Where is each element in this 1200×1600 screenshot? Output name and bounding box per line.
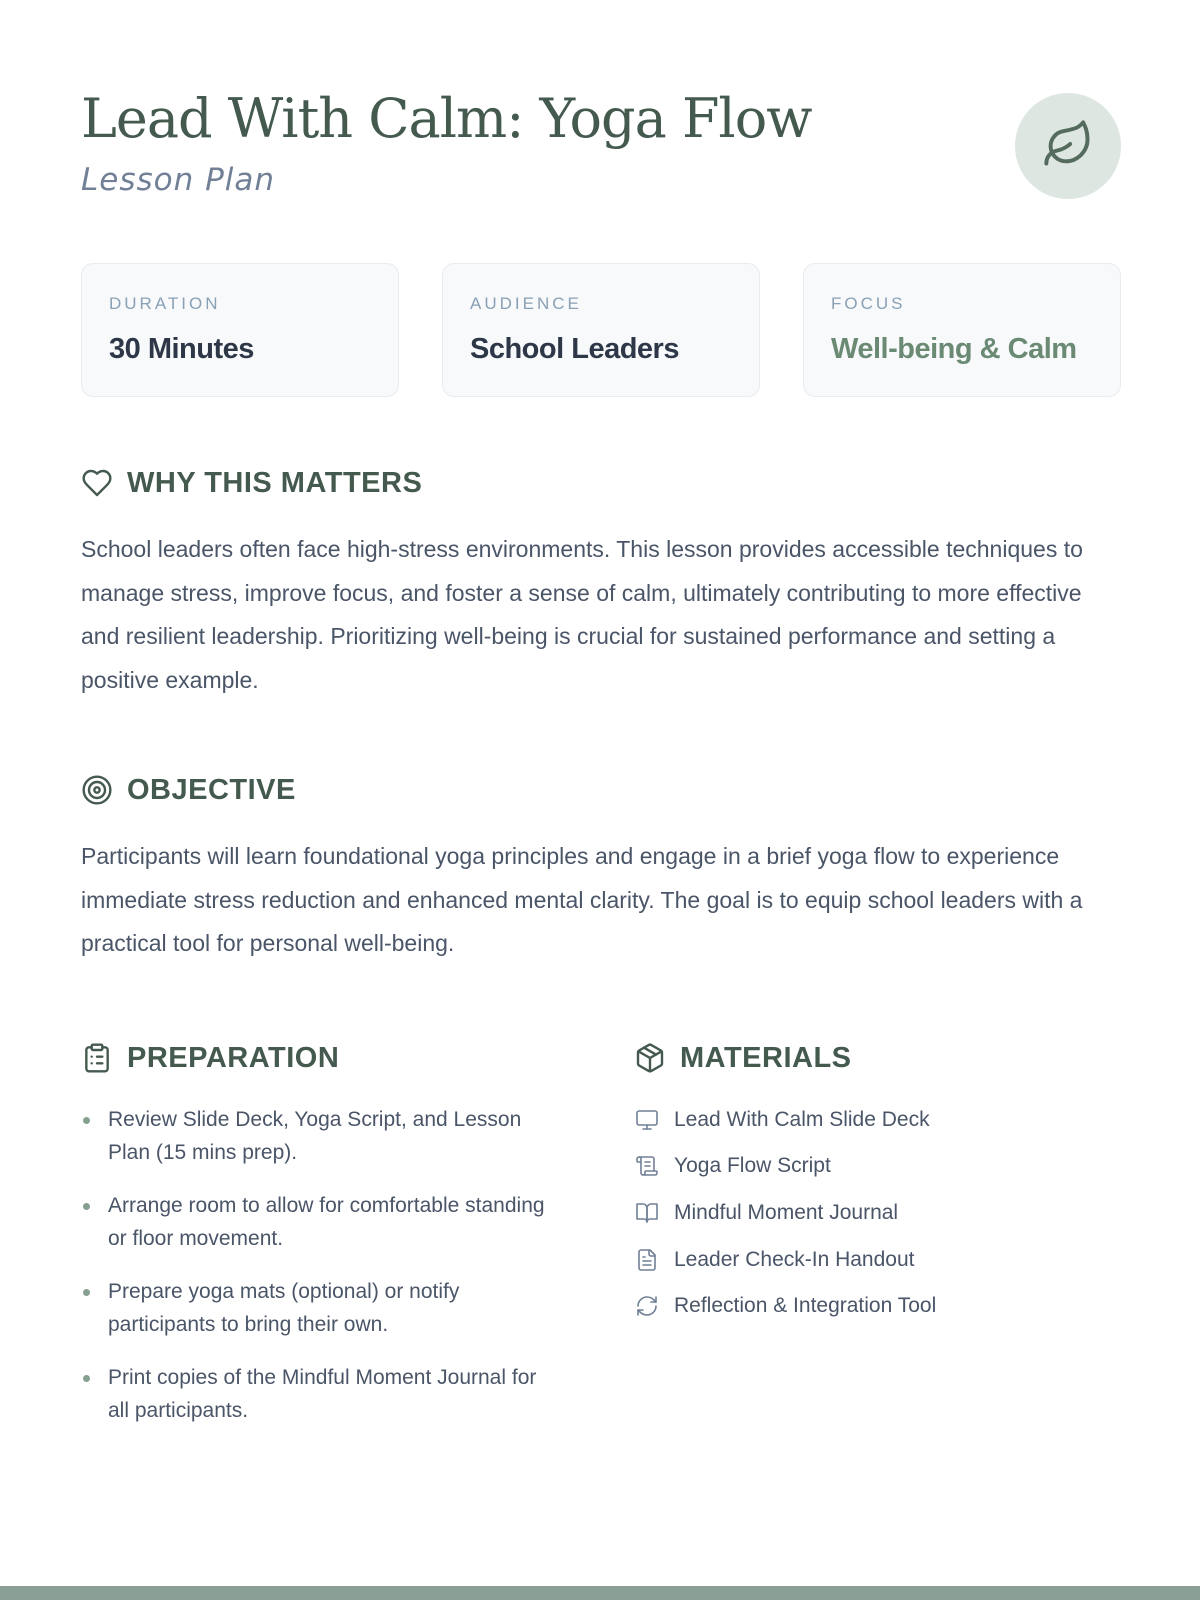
preparation-title: PREPARATION xyxy=(127,1041,340,1074)
list-item xyxy=(634,1196,1121,1229)
list-item xyxy=(634,1150,1121,1183)
materials-section xyxy=(634,1040,1121,1336)
list-item xyxy=(81,1189,561,1255)
leaf-badge xyxy=(1015,93,1121,199)
duration-value: 30 Minutes xyxy=(109,333,254,365)
bullet-dot xyxy=(83,1375,90,1382)
duration-label: DURATION xyxy=(109,294,221,313)
materials-title: MATERIALS xyxy=(680,1041,852,1074)
duration-card xyxy=(81,263,399,397)
preparation-item-text: Review Slide Deck, Yoga Script, and Lesson Plan (15 mins prep). xyxy=(108,1108,522,1164)
objective-title: OBJECTIVE xyxy=(127,773,296,806)
audience-label: AUDIENCE xyxy=(470,294,582,313)
target-icon xyxy=(81,774,113,806)
material-label: Lead With Calm Slide Deck xyxy=(674,1107,930,1131)
preparation-section xyxy=(81,1040,561,1447)
material-label: Mindful Moment Journal xyxy=(674,1200,899,1224)
focus-value: Well-being & Calm xyxy=(831,333,1077,365)
header xyxy=(81,80,1121,208)
why-this-matters-body: School leaders often face high-stress environments. This lesson provides accessible techniques to manage stress, improve focus, and foster a sense of calm, ultimately contributing to more effective and resilient leadership. Prioritizing well-being is crucial for sustained performance and setting a positive example. xyxy=(81,536,1083,693)
clipboard-list-icon xyxy=(81,1042,113,1074)
material-label: Yoga Flow Script xyxy=(674,1154,831,1178)
bullet-dot xyxy=(83,1117,90,1124)
box-icon xyxy=(634,1042,666,1074)
preparation-heading xyxy=(81,1040,561,1076)
materials-list xyxy=(634,1103,1121,1323)
list-item xyxy=(81,1361,561,1427)
audience-card xyxy=(442,263,760,397)
preparation-list xyxy=(81,1103,561,1427)
objective-heading xyxy=(81,772,1121,808)
lesson-plan-page xyxy=(81,80,1121,1422)
summary-cards xyxy=(81,263,1121,397)
list-item xyxy=(634,1103,1121,1136)
preparation-item-text: Print copies of the Mindful Moment Journal for all participants. xyxy=(108,1366,537,1422)
list-item xyxy=(634,1243,1121,1276)
objective-section xyxy=(81,772,1121,966)
heart-icon xyxy=(81,467,113,499)
materials-heading xyxy=(634,1040,1121,1076)
preparation-item-text: Arrange room to allow for comfortable standing or floor movement. xyxy=(108,1194,545,1250)
material-label: Reflection & Integration Tool xyxy=(674,1294,937,1318)
why-this-matters-section xyxy=(81,465,1121,702)
material-label: Leader Check-In Handout xyxy=(674,1247,915,1271)
refresh-icon xyxy=(634,1293,660,1319)
list-item xyxy=(81,1103,561,1169)
scroll-icon xyxy=(634,1153,660,1179)
bullet-dot xyxy=(83,1203,90,1210)
focus-label: FOCUS xyxy=(831,294,906,313)
leaf-icon xyxy=(1042,118,1094,175)
preparation-item-text: Prepare yoga mats (optional) or notify participants to bring their own. xyxy=(108,1280,460,1336)
file-text-icon xyxy=(634,1247,660,1273)
page-title: Lead With Calm: Yoga Flow xyxy=(81,87,812,150)
list-item xyxy=(81,1275,561,1341)
bullet-dot xyxy=(83,1289,90,1296)
footer-accent-bar xyxy=(0,1586,1200,1600)
why-this-matters-heading xyxy=(81,465,1121,501)
objective-body: Participants will learn foundational yoga principles and engage in a brief yoga flow to experience immediate stress reduction and enhanced mental clarity. The goal is to equip school leaders with a practical tool for personal well-being. xyxy=(81,843,1083,956)
audience-value: School Leaders xyxy=(470,333,679,365)
why-this-matters-title: WHY THIS MATTERS xyxy=(127,466,423,499)
page-subtitle: Lesson Plan xyxy=(81,162,276,198)
book-open-icon xyxy=(634,1200,660,1226)
list-item xyxy=(634,1290,1121,1323)
focus-card xyxy=(803,263,1121,397)
monitor-icon xyxy=(634,1107,660,1133)
